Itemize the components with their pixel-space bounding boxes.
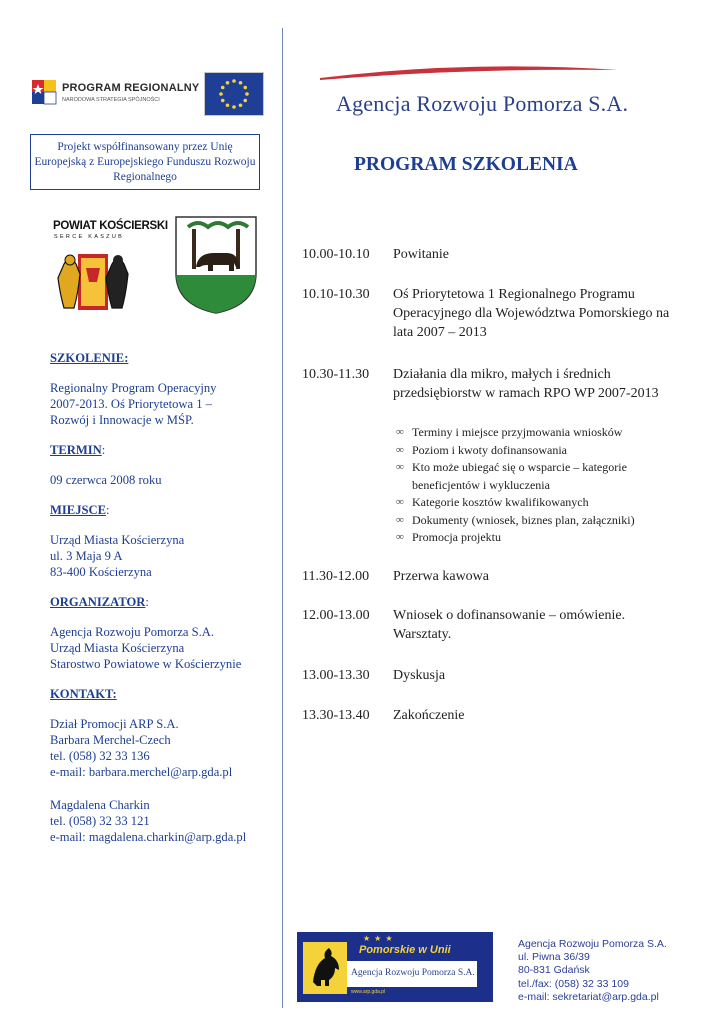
organizator-line: Urząd Miasta Kościerzyna [50,641,185,655]
szkolenie-line: Regionalny Program Operacyjny [50,381,217,395]
footer-contact-line: 80-831 Gdańsk [518,964,590,977]
szkolenie-line: Rozwój i Innowacje w MŚP. [50,413,194,427]
eu-flag [204,72,264,116]
kontakt-phone: tel. (058) 32 33 136 [50,749,150,763]
kontakt-email-link[interactable]: e-mail: magdalena.charkin@arp.gda.pl [50,830,247,844]
eu-star-icon [239,81,243,85]
banner-url[interactable]: www.arp.gda.pl [351,989,386,995]
schedule-time: 10.30-11.30 [302,367,370,382]
schedule-title: Zakończenie [393,708,465,723]
organizator-line: Agencja Rozwoju Pomorza S.A. [50,625,215,639]
infinity-bullet-icon: ∞ [396,531,404,543]
banner-agency-card [347,961,477,987]
footer-contact-line: ul. Piwna 36/39 [518,951,590,964]
eu-star-icon [232,105,236,109]
eu-star-icon [243,86,247,90]
bear-crest-icon [174,215,258,315]
kontakt-line: Dział Promocji ARP S.A. [50,717,179,731]
powiat-koscierski-logo [50,220,168,308]
subtopic-text: Dokumenty (wniosek, biznes plan, załączniki) [412,512,635,527]
powiat-subtitle: SERCE KASZUB [54,234,125,240]
griffin-icon [303,942,347,994]
miejsce-line: ul. 3 Maja 9 A [50,549,123,563]
schedule-time: 13.00-13.30 [302,668,370,683]
list-item [396,442,686,460]
miejsce-heading-row [50,502,276,518]
schedule-time: 10.00-10.10 [302,247,370,262]
program-regionalny-subtitle: NARODOWA STRATEGIA SPÓJNOŚCI [62,97,160,103]
infinity-bullet-icon: ∞ [396,443,404,456]
miejsce-line: 83-400 Kościerzyna [50,565,152,579]
footer-contact-email-link[interactable]: e-mail: sekretariat@arp.gda.pl [518,990,659,1003]
schedule-title: Wniosek o dofinansowanie – omówienie. Warsztaty. [393,608,626,642]
subtopic-text: Kategorie kosztów kwalifikowanych [412,495,589,509]
banner-title: Pomorskie w Unii [359,944,451,956]
szkolenie-heading: SZKOLENIE: [50,351,129,365]
eu-star-icon [219,92,223,96]
column-divider [282,28,283,1008]
eu-star-icon [226,81,230,85]
subtopic-text: Terminy i miejsce przyjmowania wniosków [412,425,623,439]
schedule-time: 10.10-10.30 [302,287,370,302]
program-regionalny-logo [30,74,200,114]
program-regionalny-title: PROGRAM REGIONALNY [62,82,200,94]
organizator-heading: ORGANIZATOR [50,595,146,609]
agency-swoosh-icon [318,64,620,88]
list-item [396,494,686,512]
pomorskie-w-unii-banner [297,932,493,1002]
schedule-title: Powitanie [393,247,449,262]
schedule-title: Działania dla mikro, małych i średnich przedsiębiorstw w ramach RPO WP 2007-2013 [393,367,659,401]
schedule-time: 12.00-13.00 [302,608,370,623]
eu-star-icon [226,103,230,107]
szkolenie-line: 2007-2013. Oś Priorytetowa 1 – [50,397,212,411]
miejsce-line: Urząd Miasta Kościerzyna [50,533,185,547]
subtopic-text: Kto może ubiegać się o wsparcie – kategorie beneficjentów i wykluczenia [412,460,627,492]
schedule-title: Oś Priorytetowa 1 Regionalnego Programu Operacyjnego dla Województwa Pomorskiego na lata 2007 – 2013 [393,287,670,340]
termin-heading-row [50,442,276,458]
organizator-line: Starostwo Powiatowe w Kościerzynie [50,657,242,671]
kontakt-phone: tel. (058) 32 33 121 [50,814,150,828]
footer-contact-phone: tel./fax: (058) 32 33 109 [518,977,629,990]
termin-value: 09 czerwca 2008 roku [50,473,162,487]
footer-contact [518,938,667,1004]
termin-colon: : [101,443,106,457]
miejsce-heading: MIEJSCE [50,503,106,517]
organizator-heading-row [50,594,276,610]
kontakt-line: Magdalena Charkin [50,798,150,812]
eu-stars-icon [205,73,263,115]
eu-star-icon [245,92,249,96]
subtopic-text: Poziom i kwoty dofinansowania [412,442,567,457]
kontakt-line: Barbara Merchel-Czech [50,733,171,747]
kontakt-email-link[interactable]: e-mail: barbara.merchel@arp.gda.pl [50,765,233,779]
subtopic-list [396,424,686,547]
eu-star-icon [239,103,243,107]
program-regionalny-emblem-icon [30,74,60,114]
page-title: PROGRAM SZKOLENIA [354,154,578,175]
infinity-bullet-icon: ∞ [396,496,404,508]
training-info [50,350,276,845]
eu-stars-icon: ★ ★ ★ [363,934,394,943]
koscierzyna-crest [174,215,258,315]
kontakt-heading: KONTAKT: [50,687,117,701]
schedule-title: Przerwa kawowa [393,569,490,584]
eu-star-icon [232,79,236,83]
powiat-title: POWIAT KOŚCIERSKI [53,220,168,232]
eu-star-icon [243,99,247,103]
schedule-time: 13.30-13.40 [302,708,370,723]
cofinancing-notice: Projekt współfinansowany przez Unię Europejską z Europejskiego Funduszu Rozwoju Regionalnego [30,134,260,190]
footer-contact-line: Agencja Rozwoju Pomorza S.A. [518,938,667,950]
schedule-time: 11.30-12.00 [302,569,370,584]
banner-agency: Agencja Rozwoju Pomorza S.A. [351,968,475,978]
eu-star-icon [221,86,225,90]
infinity-bullet-icon: ∞ [396,426,404,438]
organizator-colon: : [145,595,149,609]
eu-star-icon [221,99,225,103]
list-item [396,529,686,547]
powiat-bears-icon [50,244,138,314]
schedule-title: Dyskusja [393,668,446,683]
subtopic-text: Promocja projektu [412,530,501,544]
list-item [396,424,686,442]
infinity-bullet-icon: ∞ [396,513,404,526]
list-item [396,512,686,530]
list-item [396,459,686,494]
miejsce-colon: : [105,503,110,517]
termin-heading: TERMIN [50,443,102,457]
agency-logo-text: Agencja Rozwoju Pomorza S.A. [336,91,629,116]
infinity-bullet-icon: ∞ [396,461,404,473]
